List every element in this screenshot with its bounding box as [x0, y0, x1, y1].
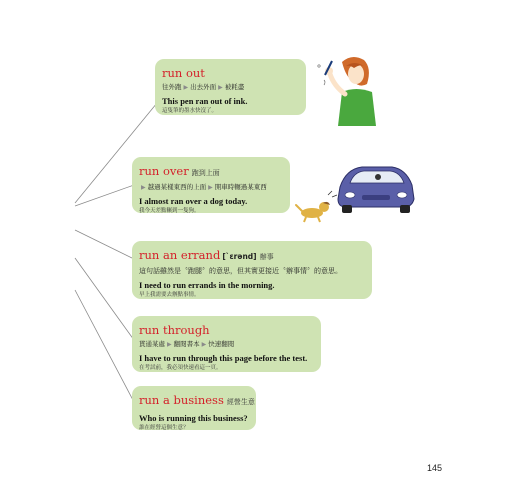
example-translation: 在考試前，我必須快速看這一頁。	[139, 365, 222, 371]
entry-gloss: 跑到上面	[191, 169, 220, 177]
sense-text: 快速翻閱	[208, 340, 235, 348]
sense-text: 越過某樣東西的上面	[147, 183, 207, 191]
entry-card-run-through	[132, 316, 321, 372]
arrow-right-icon: ▶	[201, 341, 207, 348]
example-sentence: This pen ran out of ink.	[162, 96, 248, 106]
entry-senses	[139, 339, 313, 350]
entry-senses	[139, 182, 282, 193]
example-sentence: I almost ran over a dog today.	[139, 196, 248, 206]
sense-text: 貫通某處	[139, 340, 165, 348]
example-translation: 我今天差點輾到一隻狗。	[139, 208, 200, 214]
entry-note: 這句話雖然是〝跑腿〞的意思，但其實更接近〝辦事情〞的意思。	[139, 267, 342, 275]
arrow-right-icon: ▶	[141, 184, 146, 191]
arrow-right-icon: ▶	[183, 84, 189, 91]
entry-gloss: 辦事	[259, 253, 274, 261]
arrow-right-icon: ▶	[208, 184, 213, 191]
entry-card-run-an-errand	[132, 241, 372, 299]
example-sentence: Who is running this business?	[139, 413, 248, 423]
entry-phrase: run through	[139, 323, 210, 337]
entry-gloss: 經營生意	[226, 398, 255, 406]
woman-with-pen-illustration	[312, 52, 392, 132]
sense-text: 出去外面	[190, 83, 217, 91]
arrow-right-icon: ▶	[167, 341, 172, 348]
sense-text: 被耗盡	[224, 83, 245, 91]
example-translation: 這隻筆的墨水快沒了。	[162, 108, 218, 114]
sense-text: 翻閱書本	[173, 340, 200, 348]
entry-phrase: run out	[162, 66, 205, 80]
entry-card-run-over	[132, 157, 290, 213]
entry-card-run-out	[155, 59, 306, 115]
sense-text: 往外跑	[162, 83, 182, 91]
example-sentence: I have to run through this page before the test.	[139, 353, 308, 363]
example-translation: 早上我需要去辦點事情。	[139, 292, 200, 298]
entry-card-run-a-business	[132, 386, 256, 430]
entry-senses	[162, 82, 298, 93]
car-and-dog-illustration	[292, 155, 422, 225]
arrow-right-icon: ▶	[218, 84, 223, 91]
entry-phrase: run an errand	[139, 248, 221, 262]
entry-phrase: run over	[139, 164, 189, 178]
entry-phonetic: [ˋɛrənd]	[222, 252, 257, 261]
page-number: 145	[427, 463, 443, 473]
example-translation: 誰在經營這個生意？	[139, 425, 189, 431]
sense-text: 開車時輾過某東西	[214, 183, 267, 191]
example-sentence: I need to run errands in the morning.	[139, 280, 275, 290]
entry-phrase: run a business	[139, 393, 224, 407]
